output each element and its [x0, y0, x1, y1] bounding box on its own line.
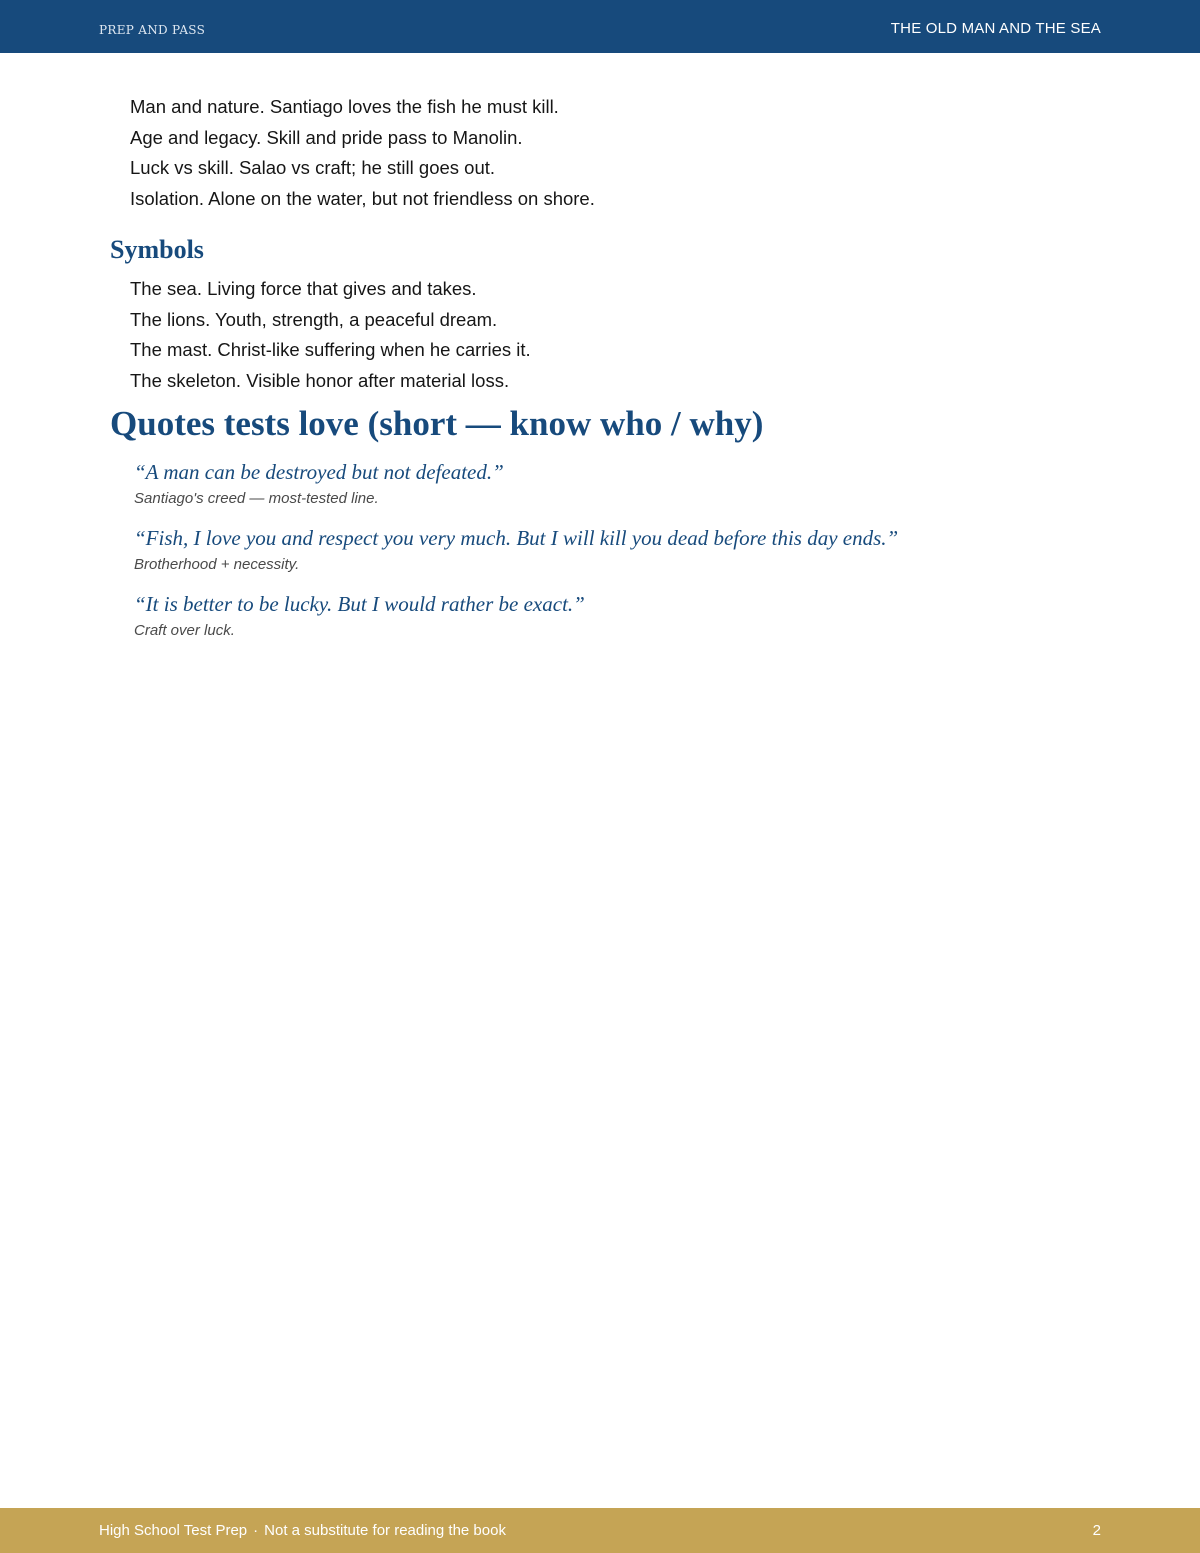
page-number: 2	[1092, 1522, 1101, 1539]
quote-text: “It is better to be lucky. But I would rather be exact.”	[134, 591, 585, 616]
list-item: Isolation. Alone on the water, but not friendless on shore.	[130, 188, 595, 210]
footer-disclaimer: Not a substitute for reading the book	[264, 1522, 506, 1539]
symbols-heading: Symbols	[110, 234, 204, 264]
list-item: The sea. Living force that gives and takes.	[130, 277, 477, 299]
footer-brand: High School Test Prep	[99, 1522, 248, 1539]
quote-item	[110, 524, 1090, 576]
quote-text: “A man can be destroyed but not defeated.”	[134, 459, 504, 484]
footer-text	[99, 1522, 506, 1539]
header-brand: PREP AND PASS	[99, 23, 206, 37]
quote-item	[110, 458, 1090, 510]
list-item: The lions. Youth, strength, a peaceful dream.	[130, 308, 498, 330]
quote-note: Brotherhood + necessity.	[134, 555, 300, 573]
quotes-heading: Quotes tests love (short — know who / why)	[110, 403, 764, 443]
page-footer	[0, 1508, 1200, 1553]
list-item: Age and legacy. Skill and pride pass to Manolin.	[130, 126, 523, 148]
list-item: Luck vs skill. Salao vs craft; he still goes out.	[130, 157, 496, 179]
themes-list	[110, 92, 1090, 215]
quote-text: “Fish, I love you and respect you very much. But I will kill you dead before this day ends.”	[134, 525, 899, 550]
quote-note: Santiago's creed — most-tested line.	[134, 489, 379, 507]
header-book-title: THE OLD MAN AND THE SEA	[890, 20, 1101, 37]
list-item: The skeleton. Visible honor after material loss.	[130, 369, 510, 391]
footer-separator: ·	[253, 1522, 259, 1539]
page-content	[110, 92, 1090, 656]
page-header	[0, 0, 1200, 53]
list-item: Man and nature. Santiago loves the fish he must kill.	[130, 96, 559, 117]
quote-note: Craft over luck.	[134, 621, 235, 639]
quote-item	[110, 590, 1090, 642]
symbols-list	[110, 274, 1090, 397]
list-item: The mast. Christ-like suffering when he carries it.	[130, 339, 531, 361]
